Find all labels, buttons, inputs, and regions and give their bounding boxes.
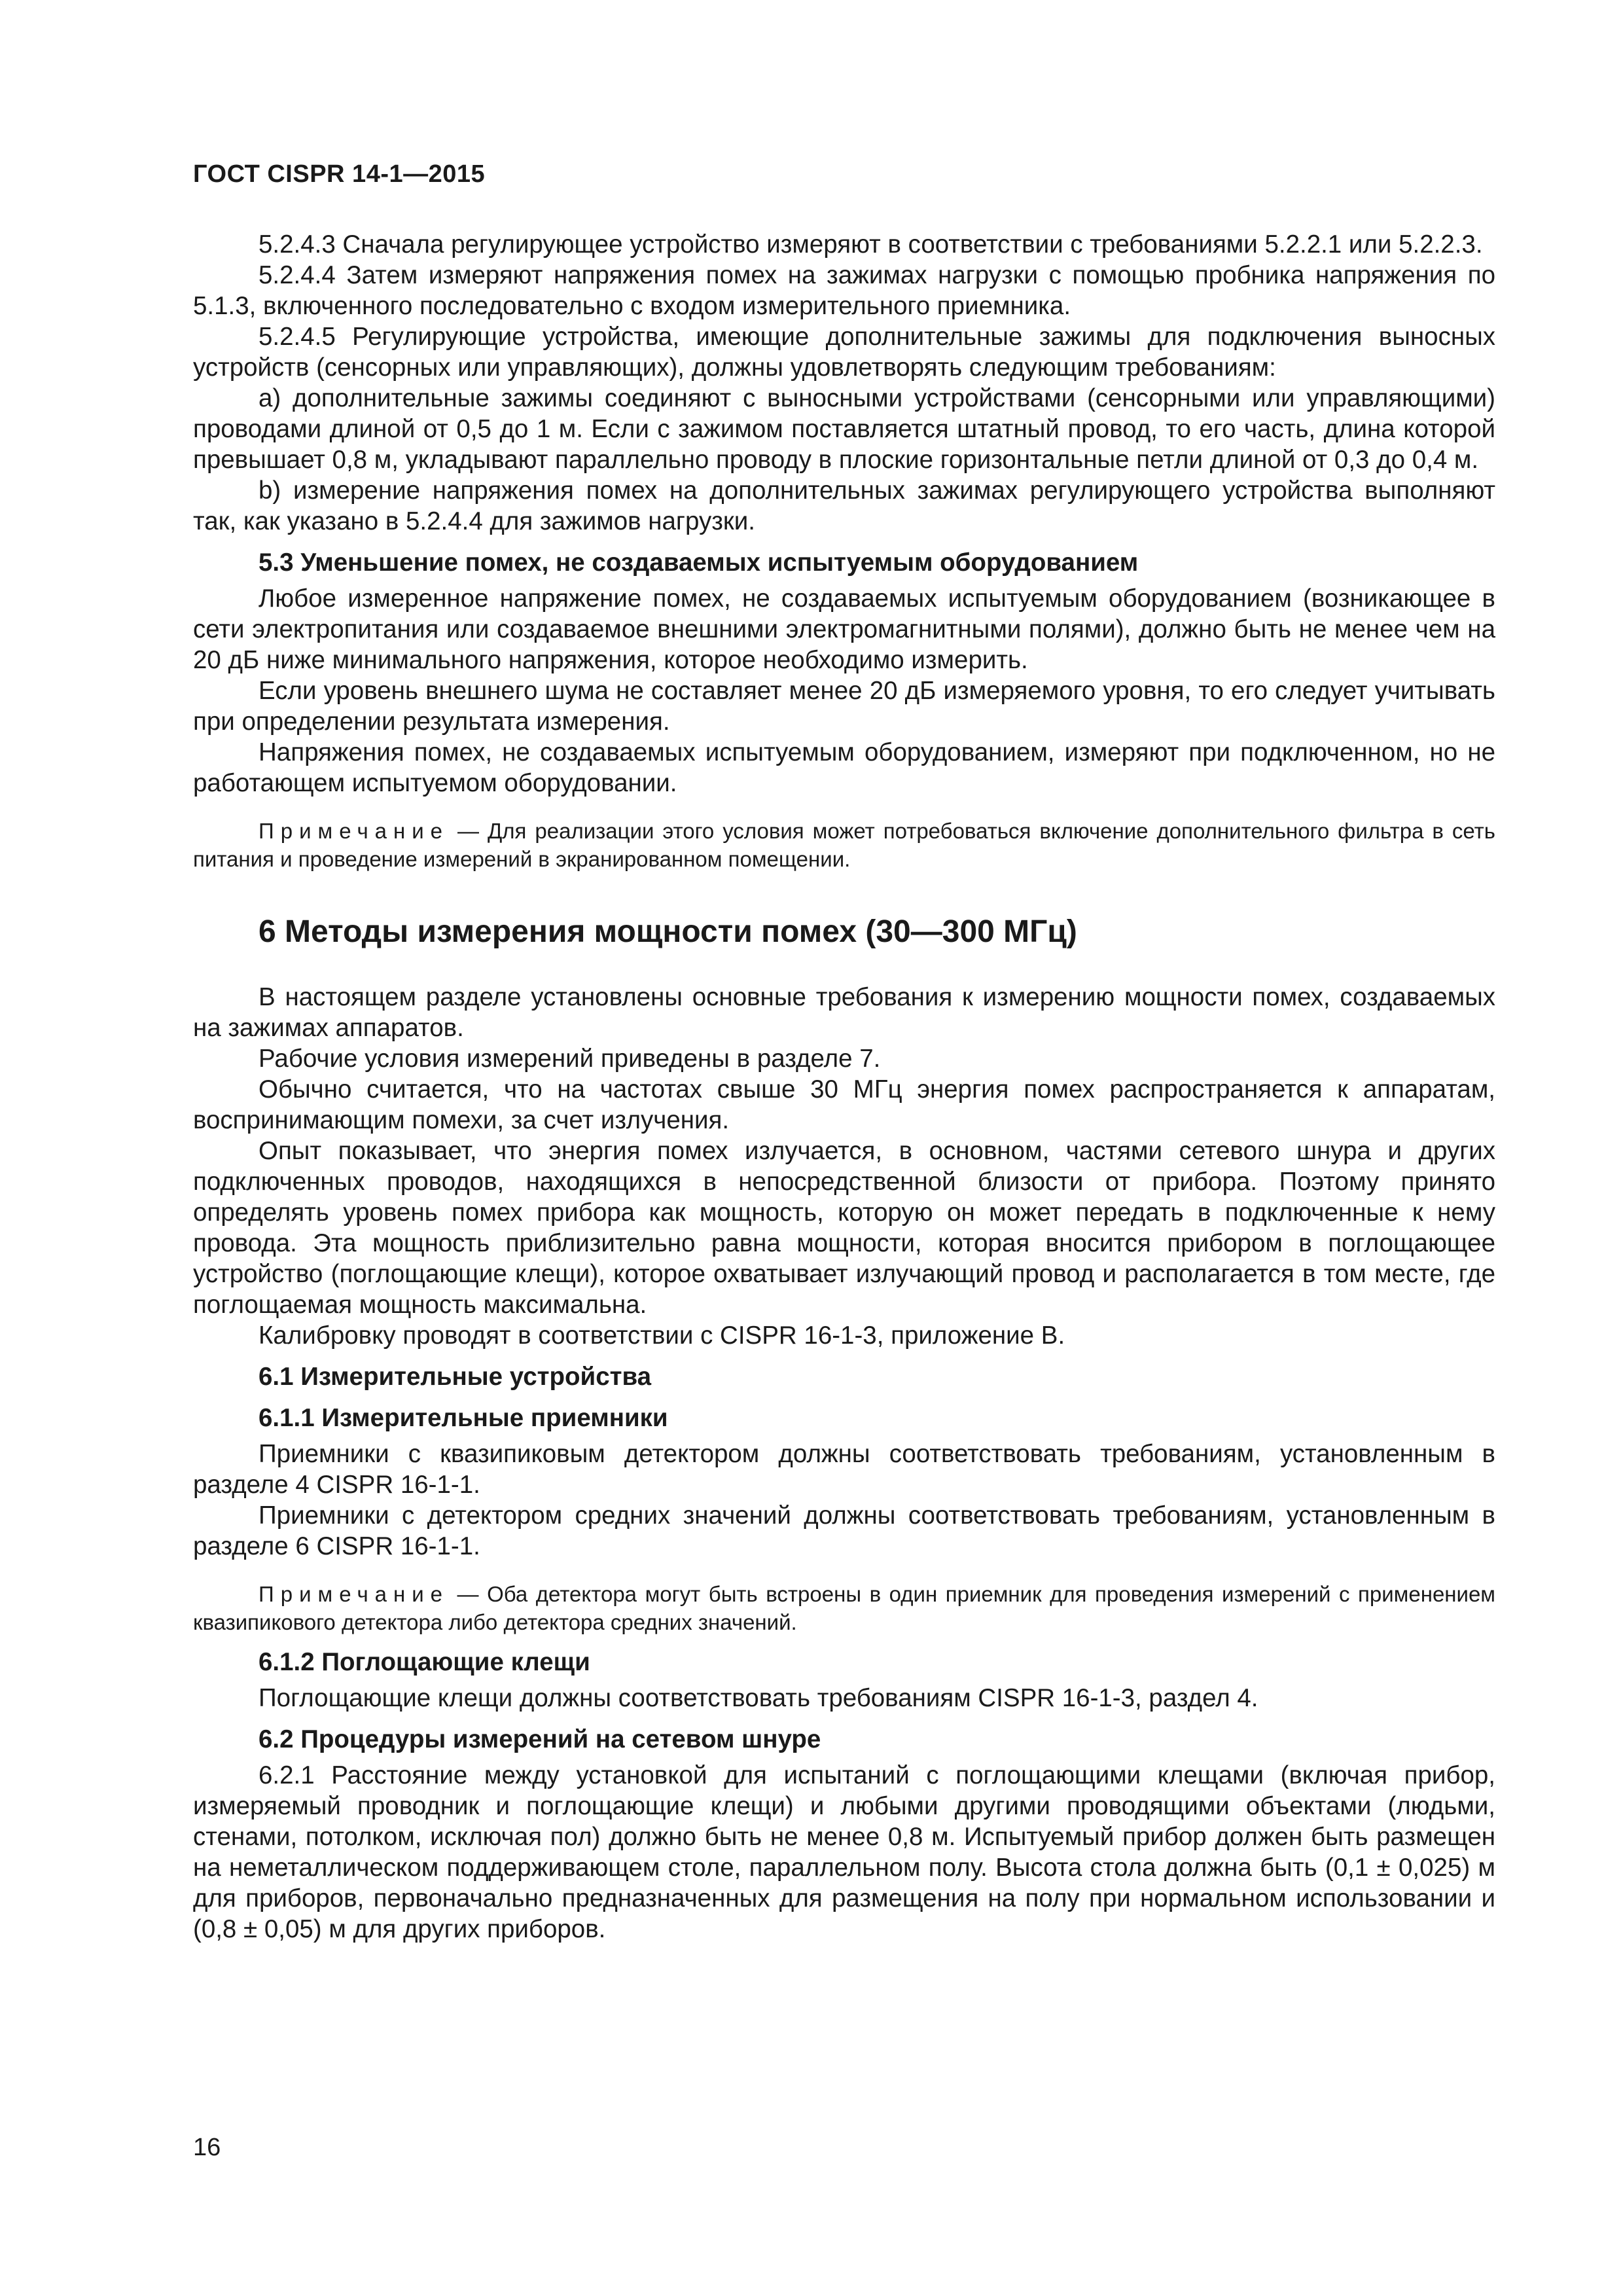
section-heading-6-2: 6.2 Процедуры измерений на сетевом шнуре [259,1725,821,1753]
paragraph: Если уровень внешнего шума не составляет менее 20 дБ измеряемого уровня, то его следует учитывать при определении результата измерения. [193,677,1495,736]
page-content [193,229,1495,1945]
list-item-b: b) измерение напряжения помех на дополнительных зажимах регулирующего устройства выполняют так, как указано в 5.2.4.4 для зажимов нагрузки. [193,476,1495,535]
paragraph: Любое измеренное напряжение помех, не создаваемых испытуемым оборудованием (возникающее в сети электропитания или создаваемое внешними электромагнитными полями), должно быть не менее чем на 20 дБ ниже минимального напряжения, которое необходимо измерить. [193,584,1495,674]
note [193,1580,1495,1636]
paragraph: Рабочие условия измерений приведены в разделе 7. [259,1045,881,1073]
page-number: 16 [193,2134,221,2161]
paragraph: 5.2.4.4 Затем измеряют напряжения помех на зажимах нагрузки с помощью пробника напряжения по 5.1.3, включенного последовательно с входом измерительного приемника. [193,261,1495,320]
running-header: ГОСТ CISPR 14-1—2015 [193,160,486,188]
paragraph: Напряжения помех, не создаваемых испытуемым оборудованием, измеряют при подключенном, но не работающем испытуемом оборудовании. [193,738,1495,797]
note-text: — Для реализации этого условия может потребоваться включение дополнительного фильтра в сеть питания и проведение измерений в экранированном помещении. [193,819,1495,871]
paragraph: В настоящем разделе установлены основные требования к измерению мощности помех, создаваемых на зажимах аппаратов. [193,983,1495,1042]
note-text: — Оба детектора могут быть встроены в один приемник для проведения измерений с применением квазипикового детектора либо детектора средних значений. [193,1582,1495,1634]
section-heading-6-1-2: 6.1.2 Поглощающие клещи [259,1648,590,1676]
paragraph: Приемники с квазипиковым детектором должны соответствовать требованиям, установленным в разделе 4 CISPR 16-1-1. [193,1440,1495,1499]
note-label: Примечание [259,819,450,843]
section-heading-5-3: 5.3 Уменьшение помех, не создаваемых испытуемым оборудованием [259,548,1139,577]
paragraph: Приемники с детектором средних значений должны соответствовать требованиям, установленным в разделе 6 CISPR 16-1-1. [193,1501,1495,1560]
paragraph: Обычно считается, что на частотах свыше 30 МГц энергия помех распространяется к аппаратам, воспринимающим помехи, за счет излучения. [193,1075,1495,1134]
section-heading-6: 6 Методы измерения мощности помех (30—300 МГц) [259,914,1077,949]
paragraph: Калибровку проводят в соответствии с CISPR 16-1-3, приложение В. [259,1321,1065,1350]
paragraph: 5.2.4.5 Регулирующие устройства, имеющие дополнительные зажимы для подключения выносных устройств (сенсорных или управляющих), должны удовлетворять следующим требованиям: [193,323,1495,382]
list-item-a: a) дополнительные зажимы соединяют с выносными устройствами (сенсорными или управляющими) проводами длиной от 0,5 до 1 м. Если с зажимом поставляется штатный провод, то его часть, длина которой превышает 0,8 м, укладывают параллельно проводу в плоские горизонтальные петли длиной от 0,3 до 0,4 м. [193,384,1495,474]
paragraph: Поглощающие клещи должны соответствовать требованиям CISPR 16-1-3, раздел 4. [259,1684,1258,1712]
section-heading-6-1-1: 6.1.1 Измерительные приемники [259,1404,668,1432]
section-heading-6-1: 6.1 Измерительные устройства [259,1363,652,1391]
paragraph: 6.2.1 Расстояние между установкой для испытаний с поглощающими клещами (включая прибор, измеряемый проводник и поглощающие клещи) и любыми другими проводящими объектами (людьми, стенами, потолком, исключая пол) должно быть не менее 0,8 м. Испытуемый прибор должен быть размещен на неметаллическом поддерживающем столе, параллельном полу. Высота стола должна быть (0,1 ± 0,025) м для приборов, первоначально предназначенных для размещения на полу при нормальном использовании и (0,8 ± 0,05) м для других приборов. [193,1761,1495,1943]
paragraph: 5.2.4.3 Сначала регулирующее устройство измеряют в соответствии с требованиями 5.2.2.1 или 5.2.2.3. [259,230,1483,259]
note [193,817,1495,873]
note-label: Примечание [259,1582,450,1606]
paragraph: Опыт показывает, что энергия помех излучается, в основном, частями сетевого шнура и других подключенных проводов, находящихся в непосредственной близости от прибора. Поэтому принято определять уровень помех прибора как мощность, которую он может передать в подключенные к нему провода. Эта мощность приблизительно равна мощности, которая вносится прибором в поглощающее устройство (поглощающие клещи), которое охватывает излучающий провод и располагается в том месте, где поглощаемая мощность максимальна. [193,1137,1495,1319]
